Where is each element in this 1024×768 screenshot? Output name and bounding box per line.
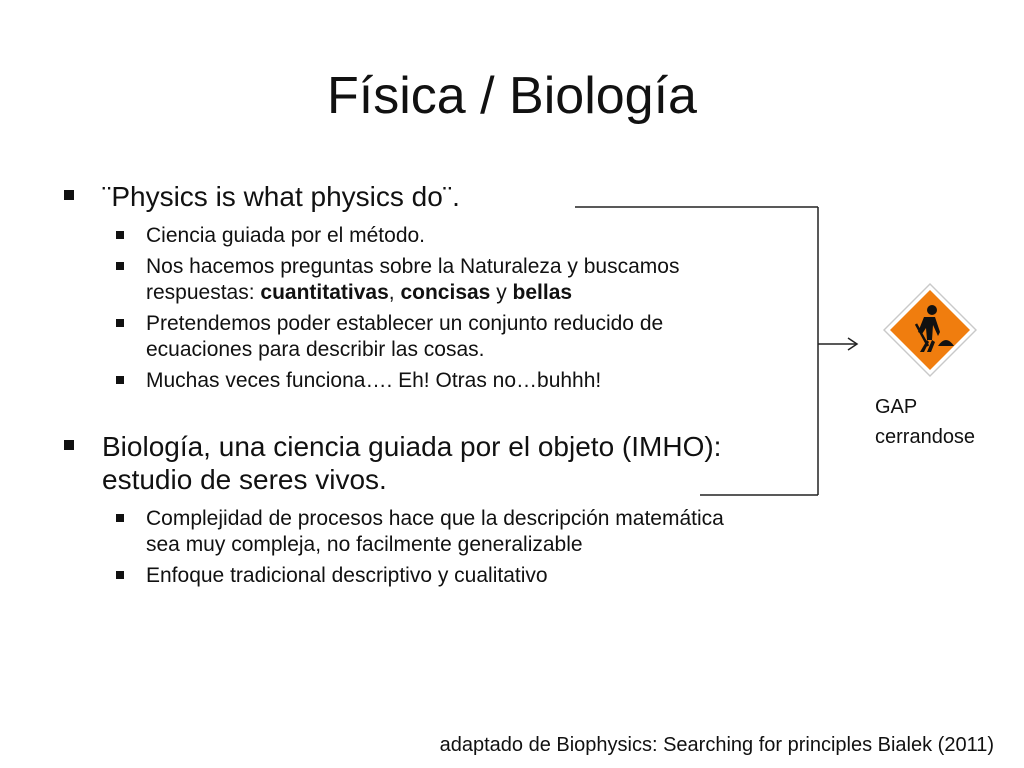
bullet-text: ¨Physics is what physics do¨. (102, 181, 460, 212)
construction-worker-sign-icon (880, 280, 980, 380)
bullet-text: Biología, una ciencia guiada por el objeto (IMHO): estudio de seres vivos. (102, 431, 722, 495)
gap-label-line2: cerrandose (875, 426, 976, 448)
sub-bullet-text: Ciencia guiada por el método. (146, 224, 426, 247)
bold-word-bellas: bellas (512, 281, 573, 304)
gap-label-line1: GAP (875, 396, 918, 418)
bold-word-cuantitativas: cuantitativas (260, 281, 389, 304)
source-footer: adaptado de Biophysics: Searching for principles Bialek (2011) (439, 734, 994, 756)
sub-bullet-text: Complejidad de procesos hace que la descripción matemática sea muy compleja, no facilmente generalizable (146, 507, 724, 556)
separator: , (388, 281, 401, 304)
bold-word-concisas: concisas (400, 281, 491, 304)
gap-label (875, 392, 975, 452)
sub-bullet-text: Pretendemos poder establecer un conjunto reducido de ecuaciones para describir las cosas. (146, 312, 664, 361)
sub-bullet-text: Enfoque tradicional descriptivo y cualitativo (146, 564, 548, 587)
sub-bullet-text-pre: Nos hacemos preguntas sobre la Naturaleza y buscamos respuestas: (146, 255, 680, 304)
sub-bullet-text: Muchas veces funciona…. Eh! Otras no…buhhh! (146, 369, 602, 392)
slide-title: Física / Biología (327, 67, 697, 125)
separator: y (490, 281, 513, 304)
